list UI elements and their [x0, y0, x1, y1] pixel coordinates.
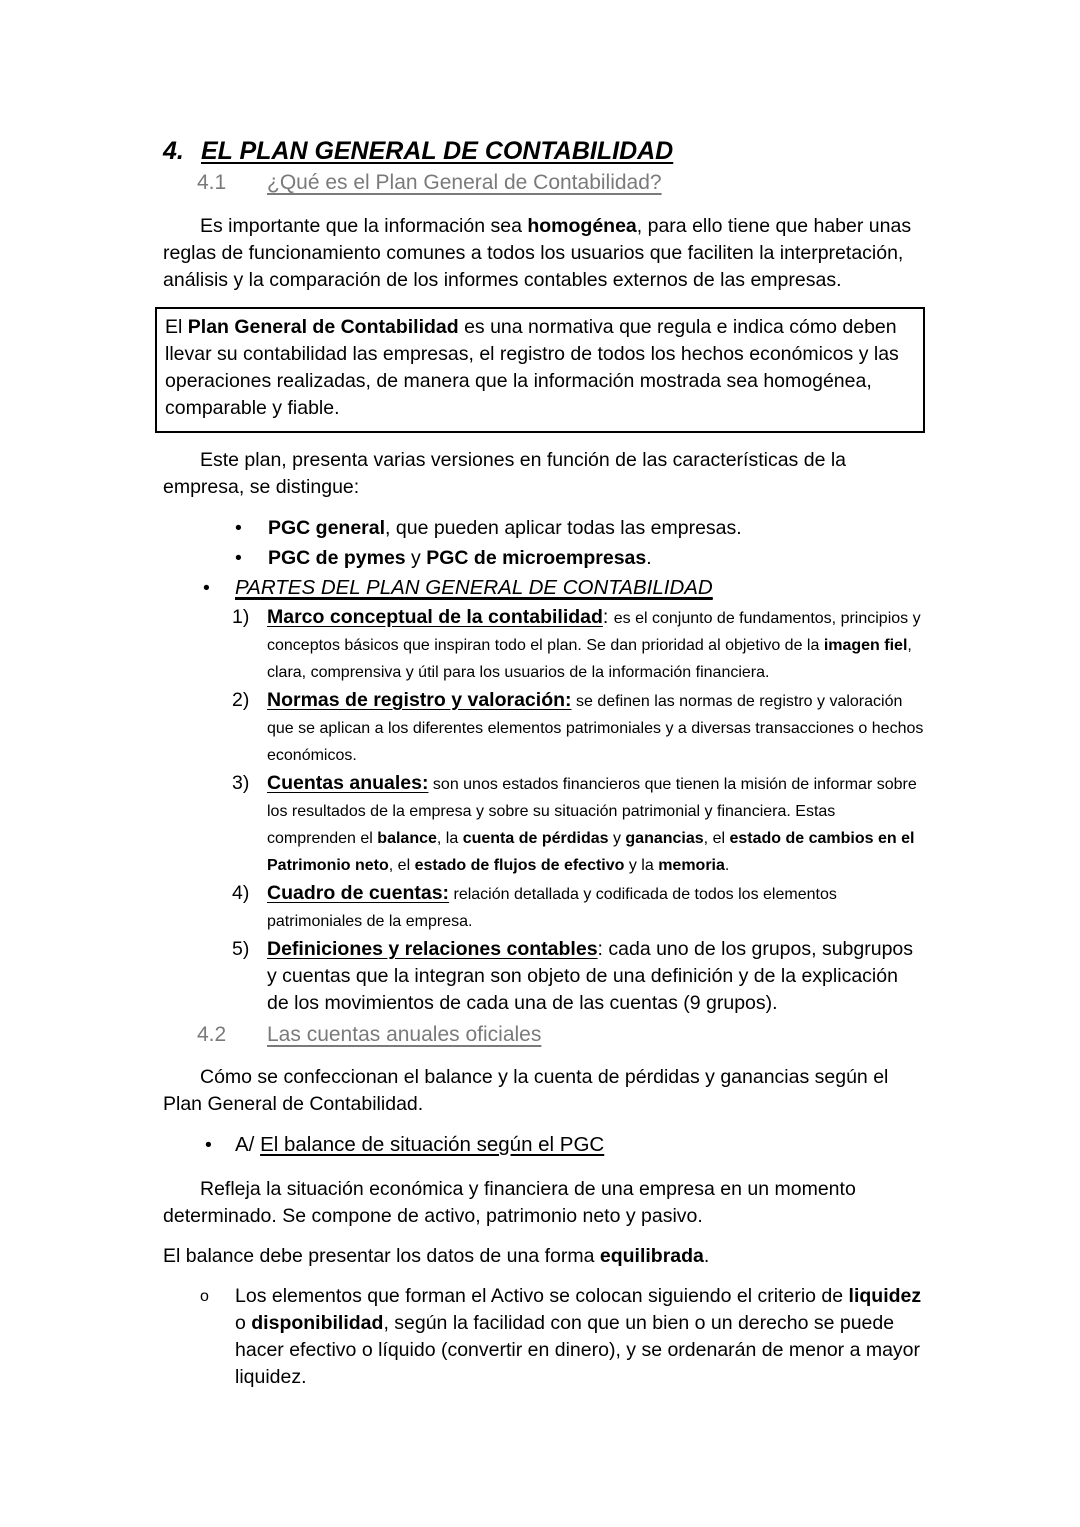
text-segment: disponibilidad	[251, 1312, 384, 1334]
text-segment: estado de flujos de efectivo	[414, 857, 625, 874]
balance-heading-text	[235, 1131, 925, 1159]
text-segment: , para ello tiene que haber unas reglas de funcionamiento comunes a todos los usuarios que faciliten la interpretación, análisis y la comparación de los informes contables externos de las empresas.	[163, 215, 912, 291]
section-number: 4.2	[197, 1023, 227, 1046]
paragraph-como-se-confeccionan	[163, 1064, 925, 1118]
text-segment: PGC de pymes	[268, 547, 406, 569]
text-segment: , clara, comprensiva y útil para los usuarios de la información financiera.	[267, 637, 912, 681]
activo-criteria-row	[163, 1283, 925, 1391]
section-heading-4-1	[163, 170, 925, 196]
text-segment: .	[703, 1245, 710, 1267]
numbered-item-text	[267, 770, 925, 878]
text-segment: Marco conceptual de la contabilidad	[267, 606, 603, 628]
pgc-versions-list	[163, 514, 925, 572]
list-item	[163, 544, 925, 572]
section-title: Las cuentas anuales oficiales	[267, 1023, 542, 1046]
text-segment: PGC general	[268, 517, 386, 539]
list-item-text	[268, 514, 925, 542]
text-segment: estado de cambios en el Patrimonio neto	[267, 830, 915, 874]
text-segment: y la	[624, 857, 659, 874]
numbered-list-item	[163, 687, 925, 768]
doc-title	[163, 136, 925, 166]
text-segment: El balance debe presentar los datos de una forma	[163, 1245, 600, 1267]
text-segment: Los elementos que forman el Activo se colocan siguiendo el criterio de	[235, 1285, 849, 1307]
text-segment: balance	[377, 830, 437, 847]
list-number: 5)	[232, 938, 250, 960]
text-segment: es el conjunto de fundamentos, principios y conceptos básicos que inspiran todo el plan. Se dan prioridad al objetivo de la	[267, 610, 921, 654]
numbered-list-item	[163, 936, 925, 1017]
numbered-list-item	[163, 604, 925, 685]
text-segment: .	[724, 857, 730, 874]
list-item	[163, 514, 925, 542]
text-segment: .	[646, 547, 652, 569]
text-segment: :	[602, 606, 614, 628]
paragraph-equilibrada	[163, 1243, 925, 1270]
partes-heading-row	[163, 574, 925, 602]
section-number: 4.1	[197, 171, 227, 194]
bullet-icon: •	[235, 547, 242, 569]
doc-title-text: EL PLAN GENERAL DE CONTABILIDAD	[201, 137, 674, 165]
text-segment: PGC de microempresas	[426, 547, 647, 569]
text-segment: equilibrada	[599, 1245, 704, 1267]
section-heading-4-2	[163, 1022, 925, 1048]
list-number: 2)	[232, 689, 250, 711]
text-segment: Normas de registro y valoración:	[267, 689, 572, 711]
definition-box	[155, 307, 925, 433]
numbered-item-text	[267, 604, 925, 685]
text-segment: memoria	[658, 857, 725, 874]
text-segment: Este plan, presenta varias versiones en función de las características de la empresa, se distingue:	[163, 449, 847, 498]
section-title: ¿Qué es el Plan General de Contabilidad?	[267, 171, 662, 194]
activo-criteria-text	[235, 1283, 925, 1391]
doc-title-number: 4.	[163, 137, 184, 165]
text-segment: ganancias	[625, 830, 704, 847]
text-segment: , el	[388, 857, 415, 874]
text-segment: son unos estados financieros que tienen la misión de informar sobre los resultados de la empresa y sobre su situación patrimonial y financiera. Estas comprenden el	[267, 776, 917, 847]
list-item-text	[268, 544, 925, 572]
list-number: 4)	[232, 882, 250, 904]
text-segment: , que pueden aplicar todas las empresas.	[385, 517, 742, 539]
text-segment: Cuadro de cuentas:	[267, 882, 450, 904]
text-segment: Es importante que la información sea	[200, 215, 528, 237]
text-segment: cuenta de pérdidas	[462, 830, 609, 847]
numbered-item-text	[267, 936, 925, 1017]
text-segment: o	[235, 1312, 252, 1334]
list-number: 3)	[232, 772, 250, 794]
text-segment: : cada uno de los grupos, subgrupos y cuentas que la integran son objeto de una definición y de la explicación de los movimientos de cada una de las cuentas (9 grupos).	[267, 938, 914, 1014]
text-segment: A/	[235, 1133, 261, 1156]
text-segment: El	[165, 316, 188, 338]
text-segment: y	[405, 547, 427, 569]
text-segment: es una normativa que regula e indica cómo deben llevar su contabilidad las empresas, el registro de todos los hechos económicos y las operaciones realizadas, de manera que la información mostrada sea homogénea, comparable y fiable.	[165, 316, 899, 419]
bullet-icon: •	[203, 577, 210, 599]
partes-heading-text	[235, 574, 925, 602]
numbered-list-item	[163, 880, 925, 934]
text-segment: y	[608, 830, 626, 847]
text-segment: PARTES DEL PLAN GENERAL DE CONTABILIDAD	[235, 576, 713, 599]
text-segment: imagen fiel	[823, 637, 908, 654]
bullet-icon: •	[235, 517, 242, 539]
text-segment: Plan General de Contabilidad	[187, 316, 459, 338]
text-segment: , el	[703, 830, 730, 847]
definition-box-text	[165, 314, 911, 422]
text-segment: , según la facilidad con que un bien o un derecho se puede hacer efectivo o líquido (convertir en dinero), y se ordenarán de menor a mayor liquidez.	[235, 1312, 921, 1388]
text-segment: Cuentas anuales:	[267, 772, 429, 794]
text-segment: liquidez	[848, 1285, 922, 1307]
text-segment: , la	[436, 830, 463, 847]
balance-heading-row	[163, 1131, 925, 1159]
numbered-list-item	[163, 770, 925, 878]
list-number: 1)	[232, 606, 250, 628]
pgc-parts-list	[163, 604, 925, 1017]
bullet-icon: •	[205, 1134, 212, 1156]
text-segment: El balance de situación según el PGC	[260, 1133, 605, 1156]
text-segment: Cómo se confeccionan el balance y la cuenta de pérdidas y ganancias según el Plan General de Contabilidad.	[163, 1066, 889, 1115]
circle-bullet-icon: o	[200, 1288, 209, 1305]
paragraph-versions	[163, 447, 925, 501]
text-segment: Definiciones y relaciones contables	[267, 938, 598, 960]
document-content	[163, 136, 925, 1393]
paragraph-intro	[163, 213, 925, 294]
text-segment: se definen las normas de registro y valoración que se aplican a los diferentes elementos patrimoniales y a diversas transacciones o hechos económicos.	[267, 693, 924, 764]
numbered-item-text	[267, 880, 925, 934]
text-segment: relación detallada y codificada de todos los elementos patrimoniales de la empresa.	[267, 886, 837, 930]
paragraph-refleja	[163, 1176, 925, 1230]
numbered-item-text	[267, 687, 925, 768]
text-segment: homogénea	[527, 215, 637, 237]
text-segment: Refleja la situación económica y financiera de una empresa en un momento determinado. Se compone de activo, patrimonio neto y pasivo.	[163, 1178, 856, 1227]
